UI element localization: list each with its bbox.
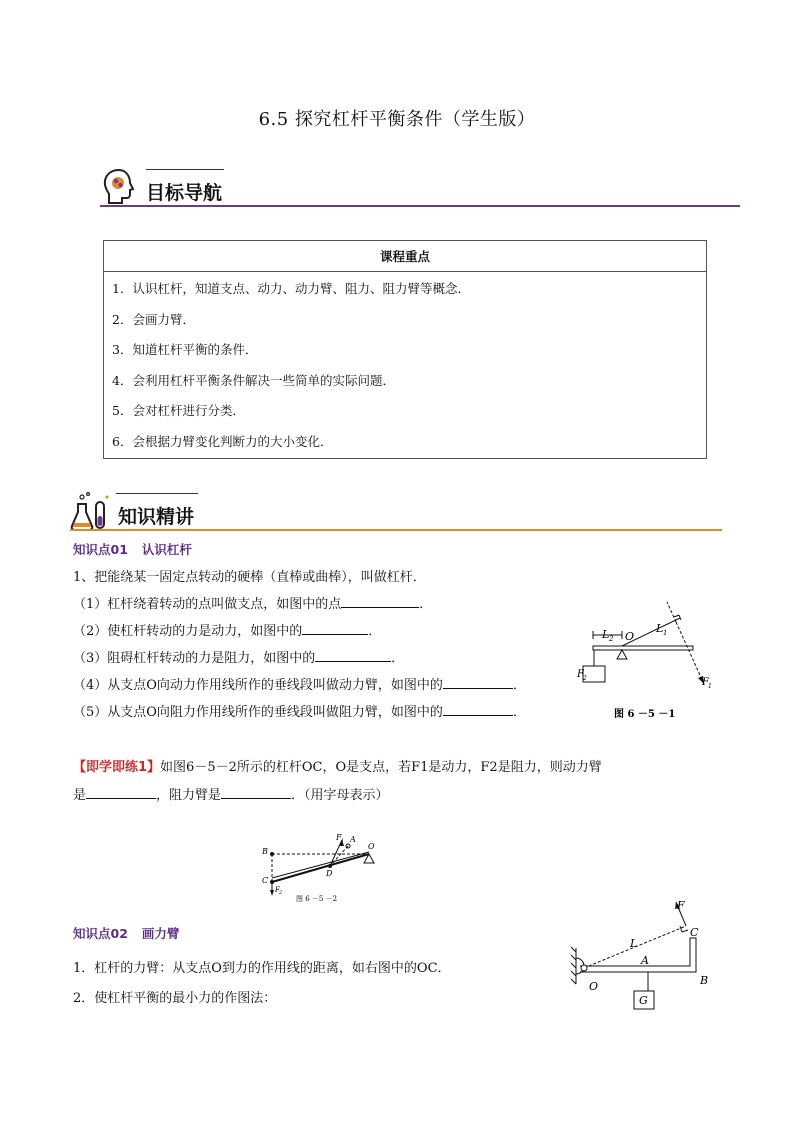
figure-bent-lever	[566, 892, 716, 1014]
kp-name: 认识杠杆	[141, 542, 192, 557]
figure-6-5-1	[572, 598, 722, 722]
answer-blank[interactable]	[341, 595, 419, 608]
answer-blank[interactable]	[315, 649, 391, 662]
label-L2: L	[602, 628, 610, 641]
svg-text:C: C	[262, 876, 269, 885]
label-O: O	[625, 630, 635, 643]
section-goal-header	[100, 162, 740, 210]
svg-text:G: G	[639, 994, 648, 1007]
goal-item: 1．认识杠杆，知道支点、动力、动力臂、阻力、阻力臂等概念．	[112, 281, 470, 296]
table-body	[104, 272, 707, 459]
section-goal-rule	[100, 205, 740, 207]
F1-action-line	[676, 622, 704, 684]
course-focus-table	[103, 240, 707, 459]
practice-1-line1: 【即学即练1】如图6－5－2所示的杠杆OC，O是支点，若F1是动力，F2是阻力，则动力臂	[73, 760, 602, 775]
goal-item: 2．会画力臂．	[112, 311, 195, 327]
lab-flask-icon	[70, 490, 112, 532]
goal-item: 3．知道杠杆平衡的条件．	[112, 342, 258, 358]
answer-blank[interactable]	[221, 786, 291, 799]
svg-text:1: 1	[341, 838, 345, 844]
svg-text:B: B	[262, 847, 268, 856]
svg-text:O: O	[368, 842, 375, 851]
answer-blank[interactable]	[443, 703, 513, 716]
header-top-rule	[116, 493, 198, 494]
header-top-rule	[146, 169, 224, 170]
goal-item: 5．会对杠杆进行分类．	[112, 403, 245, 419]
figure-caption: 图 6 －5 －2	[296, 895, 338, 903]
answer-blank[interactable]	[302, 622, 368, 635]
answer-blank[interactable]	[86, 786, 156, 799]
label-F2: F	[577, 669, 584, 680]
figure-caption: 图 6 －5 －1	[614, 709, 676, 720]
table-header: 课程重点	[104, 241, 707, 272]
practice-tag: 【即学即练1】	[73, 760, 161, 775]
knowledge-point-02-heading	[73, 924, 179, 942]
svg-text:A: A	[350, 835, 356, 844]
svg-text:O: O	[589, 980, 599, 993]
svg-text:2: 2	[583, 675, 587, 682]
svg-text:2: 2	[609, 635, 614, 643]
label-L1: L	[656, 622, 664, 635]
brain-head-icon	[102, 168, 136, 206]
figure-6-5-2	[258, 830, 390, 908]
svg-text:B: B	[700, 974, 709, 987]
svg-text:F: F	[677, 899, 685, 912]
goal-item: 4．会利用杠杆平衡条件解决一些简单的实际问题．	[112, 372, 395, 388]
lever-bar	[593, 646, 693, 650]
practice-1-line2: 是 ，阻力臂是 ．（用字母表示）	[73, 788, 389, 803]
section-knowledge-rule	[70, 529, 722, 531]
kp1-intro: 1、把能绕某一固定点转动的硬棒（直棒或曲棒），叫做杠杆．	[73, 570, 426, 585]
svg-text:1: 1	[708, 683, 712, 690]
page-title: 6.5 探究杠杆平衡条件（学生版）	[258, 109, 536, 130]
section-goal-title: 目标导航	[146, 182, 223, 204]
bent-lever	[580, 938, 696, 972]
kp1-item: （3）阻碍杠杆转动的力是阻力，如图中的 ．	[73, 651, 405, 666]
section-knowledge-title: 知识精讲	[118, 506, 195, 528]
kp1-item: （1）杠杆绕着转动的点叫做支点，如图中的点 ．	[73, 597, 433, 612]
svg-text:C: C	[690, 926, 699, 939]
kp2-line2: 2．使杠杆平衡的最小力的作图法：	[73, 991, 277, 1006]
kp1-item: （5）从支点O向阻力作用线所作的垂线段叫做阻力臂，如图中的 ．	[73, 705, 526, 720]
svg-text:F: F	[336, 833, 342, 842]
kp1-item: （2）使杠杆转动的力是动力，如图中的 ．	[73, 624, 382, 639]
svg-text:F: F	[275, 886, 280, 894]
svg-text:A: A	[641, 954, 649, 967]
label-F1: F	[702, 677, 709, 688]
svg-text:L: L	[630, 937, 638, 950]
lever-OC	[272, 854, 369, 882]
kp1-item: （4）从支点O向动力作用线所作的垂线段叫做动力臂，如图中的 ．	[73, 678, 526, 693]
knowledge-point-01-heading	[73, 540, 192, 558]
kp-number: 知识点02	[73, 926, 128, 941]
fulcrum-triangle	[617, 650, 627, 659]
goal-item: 6．会根据力臂变化判断力的大小变化．	[112, 433, 333, 449]
kp-name: 画力臂	[141, 926, 180, 941]
answer-blank[interactable]	[443, 676, 513, 689]
svg-text:2: 2	[279, 890, 283, 896]
kp-number: 知识点01	[73, 542, 128, 557]
svg-text:1: 1	[663, 629, 668, 637]
kp2-line1: 1．杠杆的力臂：从支点O到力的作用线的距离，如右图中的OC．	[73, 961, 451, 976]
svg-text:D: D	[326, 869, 333, 878]
section-knowledge-header	[70, 488, 722, 534]
